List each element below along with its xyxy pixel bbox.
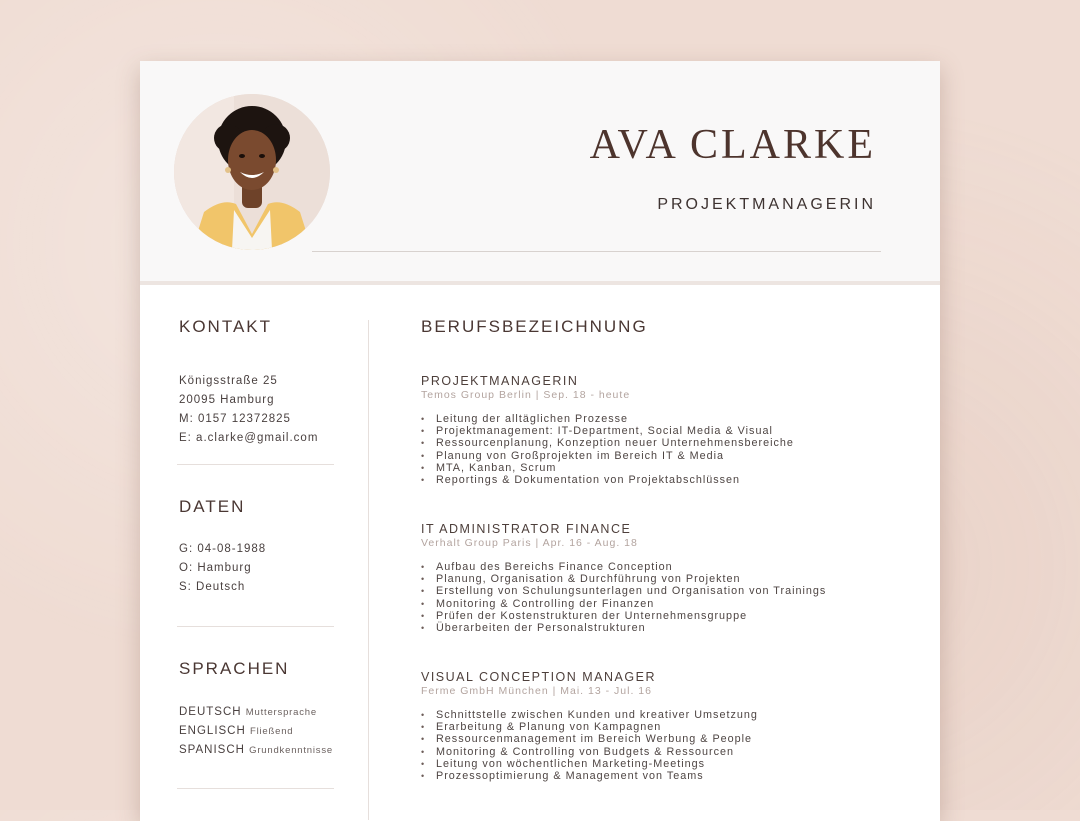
contact-city: 20095 Hamburg <box>179 394 275 406</box>
contact-email: E: a.clarke@gmail.com <box>179 432 319 444</box>
candidate-role: PROJEKTMANAGERIN <box>657 196 876 213</box>
list-item: • Überarbeiten der Personalstrukturen <box>421 622 826 634</box>
section-title-daten: DATEN <box>179 497 246 516</box>
list-item: • Planung, Organisation & Durchführung von Projekten <box>421 573 826 585</box>
column-divider <box>368 320 369 820</box>
divider-sprachen <box>177 788 334 789</box>
language-item <box>179 703 317 722</box>
list-item: • MTA, Kanban, Scrum <box>421 462 794 474</box>
list-item: • Erarbeitung & Planung von Kampagnen <box>421 721 758 733</box>
language-name: ENGLISCH <box>179 725 246 737</box>
list-item: • Aufbau des Bereichs Finance Conception <box>421 561 826 573</box>
language-name: DEUTSCH <box>179 706 242 718</box>
list-item: • Leitung der alltäglichen Prozesse <box>421 413 794 425</box>
job-bullets <box>421 413 794 486</box>
language-level: Grundkenntnisse <box>249 745 333 756</box>
list-item: • Monitoring & Controlling von Budgets & Ressourcen <box>421 746 758 758</box>
data-language: S: Deutsch <box>179 581 246 593</box>
list-item: • Reportings & Dokumentation von Projektabschlüssen <box>421 474 794 486</box>
job-meta: Verhalt Group Paris | Apr. 16 - Aug. 18 <box>421 537 638 549</box>
job-meta: Temos Group Berlin | Sep. 18 - heute <box>421 389 631 401</box>
candidate-name: AVA CLARKE <box>589 122 876 168</box>
language-level: Muttersprache <box>245 707 317 718</box>
job-title: IT ADMINISTRATOR FINANCE <box>421 522 632 536</box>
language-item <box>179 722 293 741</box>
job-bullets <box>421 561 826 634</box>
list-item: • Ressourcenplanung, Konzeption neuer Unternehmensbereiche <box>421 437 794 449</box>
resume-header <box>140 61 940 285</box>
section-title-kontakt: KONTAKT <box>179 317 273 336</box>
list-item: • Projektmanagement: IT-Department, Social Media & Visual <box>421 425 794 437</box>
job-title: VISUAL CONCEPTION MANAGER <box>421 670 656 684</box>
list-item: • Leitung von wöchentlichen Marketing-Meetings <box>421 758 758 770</box>
job-title: PROJEKTMANAGERIN <box>421 374 579 388</box>
language-level: Fließend <box>250 726 294 737</box>
list-item: • Ressourcenmanagement im Bereich Werbung & People <box>421 733 758 745</box>
language-item <box>179 741 333 760</box>
contact-phone: M: 0157 12372825 <box>179 413 291 425</box>
list-item: • Prüfen der Kostenstrukturen der Unternehmensgruppe <box>421 610 826 622</box>
header-divider <box>312 251 881 252</box>
section-title-experience: BERUFSBEZEICHNUNG <box>421 317 648 336</box>
list-item: • Planung von Großprojekten im Bereich IT & Media <box>421 450 794 462</box>
divider-kontakt <box>177 464 334 465</box>
data-place: O: Hamburg <box>179 562 252 574</box>
list-item: • Prozessoptimierung & Management von Teams <box>421 770 758 782</box>
divider-daten <box>177 626 334 627</box>
resume-page <box>140 61 940 821</box>
language-name: SPANISCH <box>179 744 245 756</box>
job-bullets <box>421 709 758 782</box>
job-meta: Ferme GmbH München | Mai. 13 - Jul. 16 <box>421 685 652 697</box>
list-item: • Schnittstelle zwischen Kunden und kreativer Umsetzung <box>421 709 758 721</box>
data-birthdate: G: 04-08-1988 <box>179 543 267 555</box>
list-item: • Monitoring & Controlling der Finanzen <box>421 598 826 610</box>
profile-photo <box>174 94 330 250</box>
list-item: • Erstellung von Schulungsunterlagen und Organisation von Trainings <box>421 585 826 597</box>
contact-street: Königsstraße 25 <box>179 375 278 387</box>
section-title-sprachen: SPRACHEN <box>179 659 290 678</box>
